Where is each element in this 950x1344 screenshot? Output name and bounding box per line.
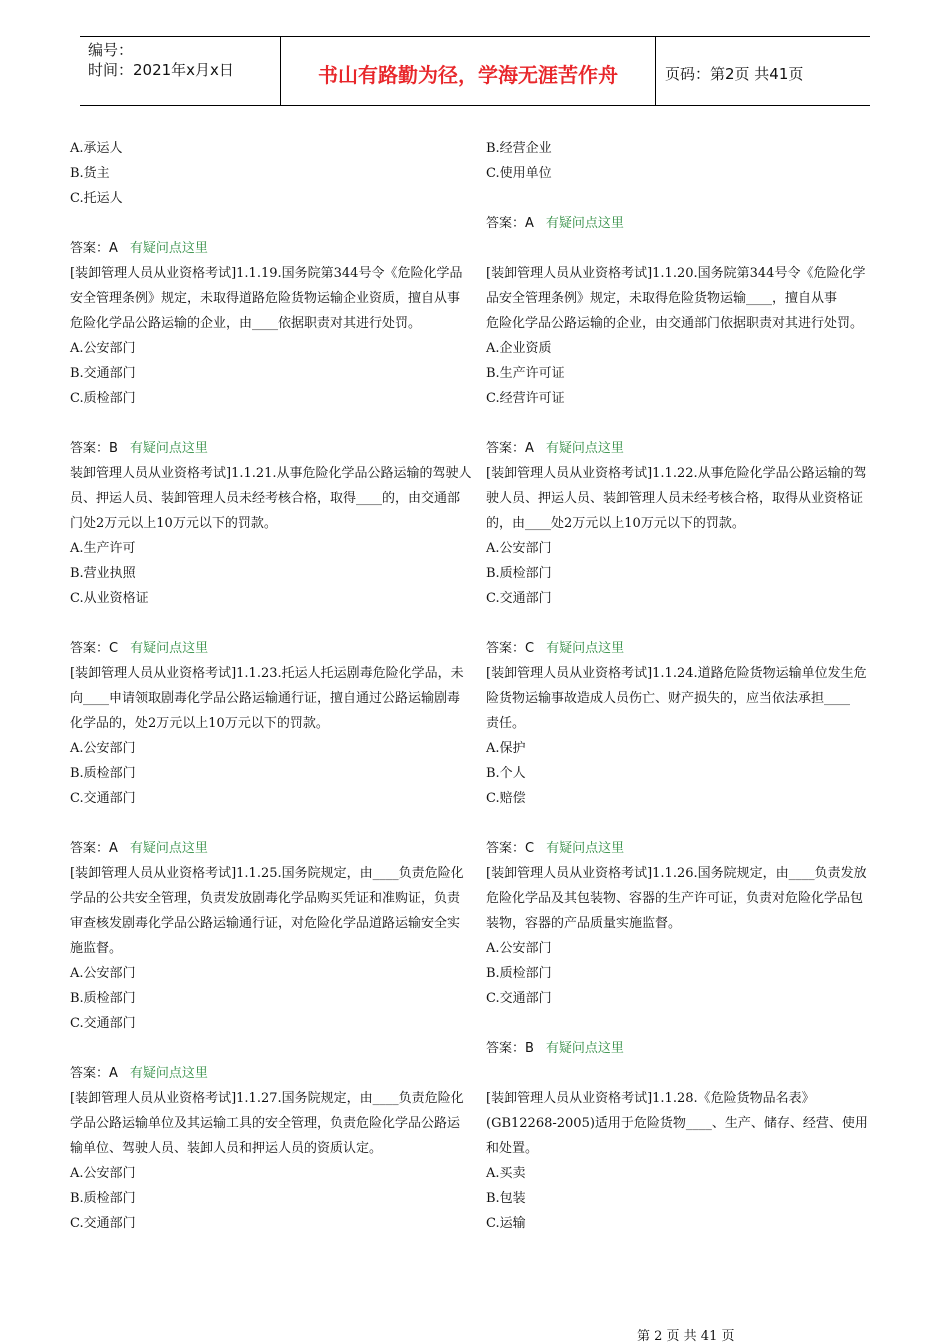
text-line: [装卸管理人员从业资格考试]1.1.28.《危险货物品名表》: [486, 1091, 815, 1106]
text-line: B.营业执照: [70, 566, 136, 581]
text-line: C.使用单位: [486, 166, 552, 181]
text-line: 向____申请领取剧毒化学品公路运输通行证，擅自通过公路运输剧毒: [70, 691, 461, 706]
text-line: B.经营企业: [486, 141, 552, 156]
page-header: [80, 36, 870, 106]
ask-question-link[interactable]: 有疑问点这里: [130, 641, 209, 656]
text-line: A.公安部门: [70, 1166, 136, 1181]
blank-line: [70, 611, 482, 636]
ask-question-link[interactable]: 有疑问点这里: [545, 1041, 624, 1056]
motto-text: 书山有路勤为径，学海无涯苦作舟: [318, 63, 618, 87]
answer-line: [70, 836, 482, 861]
blank-line: [486, 1061, 898, 1086]
text-line: [装卸管理人员从业资格考试]1.1.27.国务院规定，由____负责危险化: [70, 1091, 464, 1106]
text-line: B.质检部门: [486, 566, 552, 581]
text-line: C.交通部门: [486, 991, 552, 1006]
text-line: B.货主: [70, 166, 110, 181]
text-line: 装卸管理人员从业资格考试]1.1.21.从事危险化学品公路运输的驾驶人: [70, 466, 472, 481]
ask-question-link[interactable]: 有疑问点这里: [129, 241, 208, 256]
answer-label: 答案：A: [486, 441, 534, 456]
text-line: A.公安部门: [70, 966, 136, 981]
text-line: [装卸管理人员从业资格考试]1.1.24.道路危险货物运输单位发生危: [486, 666, 867, 681]
page-indicator: 页码：第2页 共41页: [665, 65, 804, 83]
text-line: B.生产许可证: [486, 366, 565, 381]
answer-line: [486, 1036, 898, 1061]
text-line: [装卸管理人员从业资格考试]1.1.25.国务院规定，由____负责危险化: [70, 866, 464, 881]
text-line: B.交通部门: [70, 366, 136, 381]
text-line: C.运输: [486, 1216, 526, 1231]
ask-question-link[interactable]: 有疑问点这里: [129, 441, 208, 456]
text-line: 责任。: [486, 716, 526, 731]
text-line: B.质检部门: [70, 1191, 136, 1206]
text-line: C.交通部门: [70, 791, 136, 806]
text-line: 员、押运人员、装卸管理人员未经考核合格，取得____的，由交通部: [70, 491, 461, 506]
text-line: [装卸管理人员从业资格考试]1.1.22.从事危险化学品公路运输的驾: [486, 466, 867, 481]
answer-label: 答案：B: [486, 1041, 534, 1056]
blank-line: [486, 1011, 898, 1036]
text-line: A.保护: [486, 741, 526, 756]
answer-label: 答案：C: [486, 841, 535, 856]
answer-label: 答案：A: [70, 841, 118, 856]
answer-label: 答案：B: [70, 441, 118, 456]
answer-label: 答案：A: [70, 1066, 118, 1081]
text-line: 装物，容器的产品质量实施监督。: [486, 916, 682, 931]
text-line: A.公安部门: [70, 741, 136, 756]
text-line: 学品公路运输单位及其运输工具的安全管理，负责危险化学品公路运: [70, 1116, 461, 1131]
text-line: C.交通部门: [486, 591, 552, 606]
text-line: 危险化学品公路运输的企业，由____依据职责对其进行处罚。: [70, 316, 422, 331]
text-line: 安全管理条例》规定，未取得道路危险货物运输企业资质，擅自从事: [70, 291, 461, 306]
text-line: 品安全管理条例》规定，未取得危险货物运输____，擅自从事: [486, 291, 838, 306]
answer-label: 答案：A: [486, 216, 534, 231]
text-line: [装卸管理人员从业资格考试]1.1.23.托运人托运剧毒危险化学品，未: [70, 666, 464, 681]
text-line: B.质检部门: [70, 766, 136, 781]
text-line: 化学品的，处2万元以上10万元以下的罚款。: [70, 716, 329, 731]
blank-line: [486, 411, 898, 436]
text-line: C.托运人: [70, 191, 123, 206]
text-line: 险货物运输事故造成人员伤亡、财产损失的，应当依法承担____: [486, 691, 851, 706]
blank-line: [70, 1036, 482, 1061]
text-line: B.质检部门: [486, 966, 552, 981]
text-line: 门处2万元以上10万元以下的罚款。: [70, 516, 277, 531]
text-line: A.公安部门: [486, 941, 552, 956]
text-line: 和处置。: [486, 1141, 539, 1156]
text-line: 施监督。: [70, 941, 123, 956]
text-line: B.质检部门: [70, 991, 136, 1006]
ask-question-link[interactable]: 有疑问点这里: [129, 1066, 208, 1081]
text-line: 的，由____处2万元以上10万元以下的罚款。: [486, 516, 745, 531]
ask-question-link[interactable]: 有疑问点这里: [545, 216, 624, 231]
text-line: [装卸管理人员从业资格考试]1.1.20.国务院第344号令《危险化学: [486, 266, 866, 281]
blank-line: [70, 211, 482, 236]
answer-line: [70, 236, 482, 261]
blank-line: [70, 811, 482, 836]
answer-label: 答案：C: [486, 641, 535, 656]
text-line: A.买卖: [486, 1166, 526, 1181]
text-line: C.赔偿: [486, 791, 526, 806]
header-motto-cell: [280, 37, 656, 105]
text-line: [装卸管理人员从业资格考试]1.1.19.国务院第344号令《危险化学品: [70, 266, 463, 281]
left-column: [70, 136, 482, 1236]
date-label: 时间：2021年x月x日: [88, 61, 234, 79]
text-line: 危险化学品及其包装物、容器的生产许可证，负责对危险化学品包: [486, 891, 864, 906]
footer-page-number: 第 2 页 共 41 页: [637, 1329, 735, 1344]
text-line: A.承运人: [70, 141, 123, 156]
text-line: 驶人员、押运人员、装卸管理人员未经考核合格，取得从业资格证: [486, 491, 864, 506]
serial-label: 编号：: [88, 41, 134, 59]
answer-line: [70, 1061, 482, 1086]
ask-question-link[interactable]: 有疑问点这里: [546, 841, 625, 856]
blank-line: [70, 411, 482, 436]
ask-question-link[interactable]: 有疑问点这里: [546, 641, 625, 656]
text-line: 审查核发剧毒化学品公路运输通行证，对危险化学品道路运输安全实: [70, 916, 461, 931]
blank-line: [486, 236, 898, 261]
text-line: (GB12268-2005)适用于危险货物____、生产、储存、经营、使用: [486, 1116, 868, 1131]
text-line: C.交通部门: [70, 1016, 136, 1031]
blank-line: [486, 811, 898, 836]
text-line: A.生产许可: [70, 541, 136, 556]
text-line: [装卸管理人员从业资格考试]1.1.26.国务院规定，由____负责发放: [486, 866, 867, 881]
ask-question-link[interactable]: 有疑问点这里: [129, 841, 208, 856]
header-page-cell: [655, 37, 870, 105]
right-column: [486, 136, 898, 1236]
text-line: 危险化学品公路运输的企业，由交通部门依据职责对其进行处罚。: [486, 316, 864, 331]
blank-line: [486, 186, 898, 211]
text-line: C.质检部门: [70, 391, 136, 406]
text-line: B.包装: [486, 1191, 526, 1206]
header-meta: [88, 37, 280, 105]
ask-question-link[interactable]: 有疑问点这里: [545, 441, 624, 456]
answer-line: [486, 636, 898, 661]
answer-line: [486, 436, 898, 461]
answer-line: [70, 436, 482, 461]
answer-label: 答案：A: [70, 241, 118, 256]
answer-label: 答案：C: [70, 641, 119, 656]
text-line: C.交通部门: [70, 1216, 136, 1231]
answer-line: [486, 211, 898, 236]
text-line: A.企业资质: [486, 341, 552, 356]
blank-line: [486, 611, 898, 636]
answer-line: [486, 836, 898, 861]
text-line: 学品的公共安全管理，负责发放剧毒化学品购买凭证和准购证，负责: [70, 891, 461, 906]
text-line: C.经营许可证: [486, 391, 565, 406]
answer-line: [70, 636, 482, 661]
text-line: C.从业资格证: [70, 591, 149, 606]
text-line: B.个人: [486, 766, 526, 781]
text-line: 输单位、驾驶人员、装卸人员和押运人员的资质认定。: [70, 1141, 383, 1156]
text-line: A.公安部门: [486, 541, 552, 556]
text-line: A.公安部门: [70, 341, 136, 356]
